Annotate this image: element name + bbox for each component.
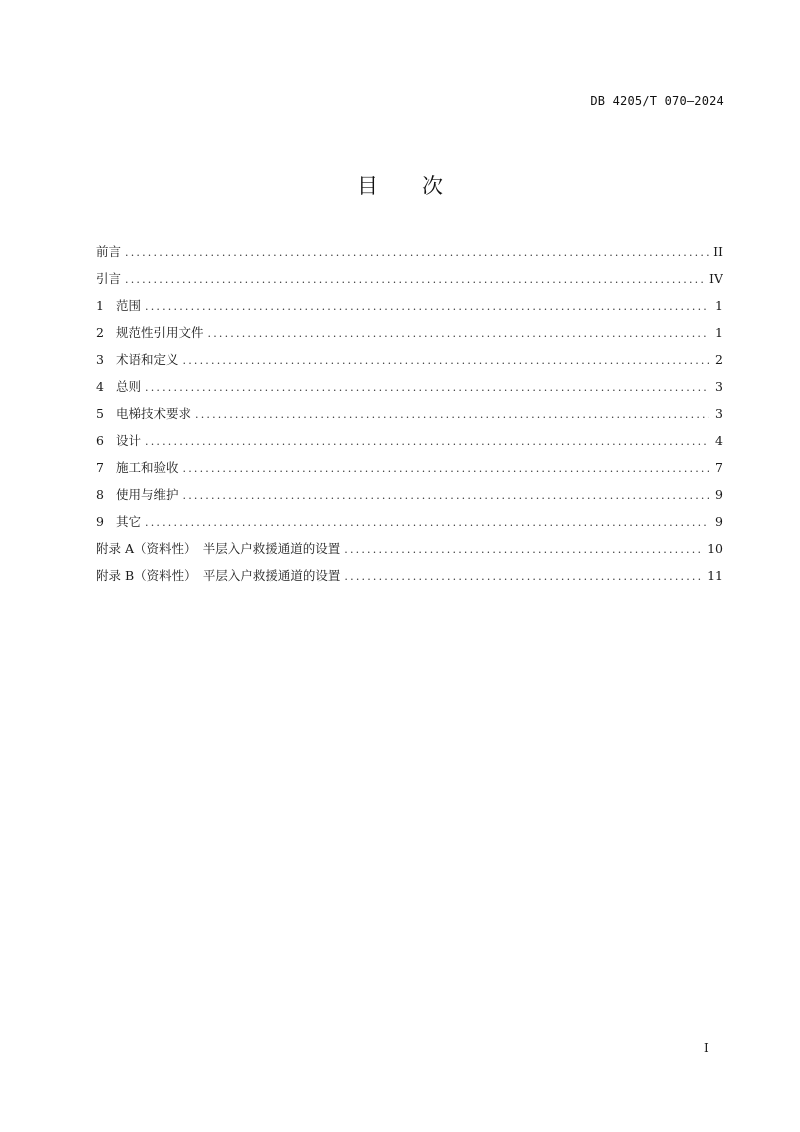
- toc-page: IV: [709, 271, 723, 286]
- toc-number: 9: [96, 514, 104, 529]
- table-of-contents: [96, 242, 723, 593]
- toc-label: 术语和定义: [116, 352, 179, 367]
- leader-dots: [344, 570, 703, 583]
- toc-entry-6[interactable]: [96, 431, 723, 458]
- toc-label: 前言: [96, 244, 122, 259]
- toc-label: 使用与维护: [116, 487, 179, 502]
- toc-label: 范围: [116, 298, 142, 313]
- toc-number: 7: [96, 460, 104, 475]
- toc-label: 施工和验收: [116, 460, 179, 475]
- toc-page: 1: [715, 298, 723, 313]
- toc-entry-7[interactable]: [96, 458, 723, 485]
- leader-dots: [145, 381, 709, 394]
- toc-label: 引言: [96, 271, 122, 286]
- toc-number: 5: [96, 406, 104, 421]
- toc-number: 3: [96, 352, 104, 367]
- toc-label: 附录 A（资料性） 半层入户救援通道的设置: [96, 541, 341, 556]
- leader-dots: [195, 408, 709, 421]
- toc-entry-1[interactable]: [96, 296, 723, 323]
- toc-number: 1: [96, 298, 104, 313]
- toc-number: 8: [96, 487, 104, 502]
- toc-label: 总则: [116, 379, 142, 394]
- toc-entry-2[interactable]: [96, 323, 723, 350]
- toc-page: 7: [715, 460, 723, 475]
- leader-dots: [183, 354, 709, 367]
- leader-dots: [183, 489, 709, 502]
- toc-entry-3[interactable]: [96, 350, 723, 377]
- toc-entry-foreword[interactable]: [96, 242, 723, 269]
- toc-label: 其它: [116, 514, 142, 529]
- leader-dots: [125, 273, 705, 286]
- toc-label: 电梯技术要求: [116, 406, 192, 421]
- toc-page: 2: [715, 352, 723, 367]
- toc-label: 规范性引用文件: [116, 325, 204, 340]
- toc-entry-appendix-a[interactable]: [96, 539, 723, 566]
- toc-page: 11: [707, 568, 723, 583]
- leader-dots: [145, 300, 709, 313]
- title-char-1: 目: [357, 174, 378, 198]
- leader-dots: [125, 246, 709, 259]
- leader-dots: [145, 516, 709, 529]
- toc-page: 3: [715, 406, 723, 421]
- toc-page: 4: [715, 433, 723, 448]
- toc-entry-5[interactable]: [96, 404, 723, 431]
- toc-page: 9: [715, 514, 723, 529]
- toc-page: 3: [715, 379, 723, 394]
- toc-page: II: [713, 244, 723, 259]
- toc-label: 设计: [116, 433, 142, 448]
- toc-page: 10: [707, 541, 723, 556]
- toc-page: 1: [715, 325, 723, 340]
- toc-entry-introduction[interactable]: [96, 269, 723, 296]
- toc-entry-9[interactable]: [96, 512, 723, 539]
- page-number: I: [704, 1041, 709, 1055]
- leader-dots: [183, 462, 709, 475]
- leader-dots: [208, 327, 709, 340]
- leader-dots: [145, 435, 709, 448]
- toc-page: 9: [715, 487, 723, 502]
- toc-entry-appendix-b[interactable]: [96, 566, 723, 593]
- title-char-2: 次: [422, 174, 443, 198]
- toc-label: 附录 B（资料性） 平层入户救援通道的设置: [96, 568, 341, 583]
- page-title: [0, 170, 800, 200]
- toc-entry-4[interactable]: [96, 377, 723, 404]
- toc-number: 4: [96, 379, 104, 394]
- toc-number: 2: [96, 325, 104, 340]
- document-code: DB 4205/T 070—2024: [590, 94, 724, 108]
- leader-dots: [344, 543, 703, 556]
- toc-entry-8[interactable]: [96, 485, 723, 512]
- toc-number: 6: [96, 433, 104, 448]
